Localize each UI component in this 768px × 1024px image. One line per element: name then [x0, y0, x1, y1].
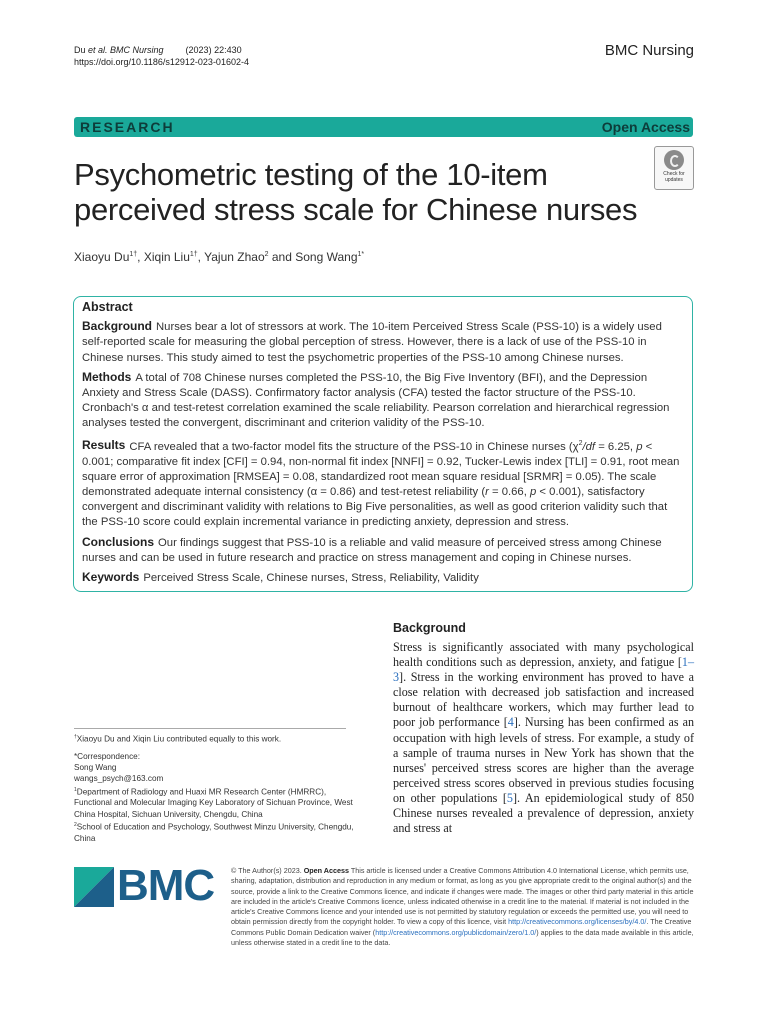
- author-name: Xiaoyu Du: [74, 250, 130, 264]
- abstract-keywords: Keywords Perceived Stress Scale, Chinese nurses, Stress, Reliability, Validity: [82, 570, 479, 585]
- author-affiliation-mark: 2: [264, 251, 269, 258]
- citation-link[interactable]: 5: [506, 790, 513, 805]
- check-updates-text-2: updates: [665, 177, 683, 183]
- abstract-conclusions: Conclusions Our findings suggest that PSS-10 is a reliable and valid measure of perceived stress among Chinese nurses and can be used in future research and practice on stress management and coping in Chinese nurses.: [82, 534, 662, 564]
- correspondence-email[interactable]: wangs_psych@163.com: [74, 774, 164, 784]
- license-link[interactable]: http://creativecommons.org/licenses/by/4.0/: [508, 917, 647, 927]
- equal-contribution-note: †Xiaoyu Du and Xiqin Liu contributed equally to this work.: [74, 734, 282, 744]
- background-paragraph: Stress is significantly associated with many psychological health conditions such as depression, anxiety, and fatigue [1–3]. Stress in the working environment has proved to have a close relation with decreased job satisfaction and increased burnout of healthcare workers, which may further lead to poor job performance [4]. Nursing has been confirmed as an occupation with high levels of stress. For example, a study of a sample of trauma nurses in New York has shown that the nurses' perceived stress scores are higher than the average perceived stress scores observed in previous studies focusing on other populations [5]. An epidemiological study of 850 Chinese nurses revealed a prevalence of depression, anxiety and stress at: [393, 640, 694, 836]
- citation-authors: Du: [74, 45, 89, 55]
- abstract: [82, 300, 684, 590]
- affiliation-1: $^1$Department of Radiology and Huaxi MR Research Center (HMRRC), Functional and Molecular Imaging Key Laboratory of Sichuan Province, West China Hospital, Sichuan University, Chengdu, China: [74, 786, 353, 819]
- section-heading-background: Background: [393, 621, 466, 635]
- abstract-methods: Methods A total of 708 Chinese nurses completed the PSS-10, the Big Five Inventory (BFI), and the Depression Anxiety and Stress Scale (DASS). Confirmatory factor analysis (CFA) tested the factor structure of the PSS-10. Cronbach's α and test-retest correlation examined the scale reliability. Pearson correlation and hierarchical regression analyses tested the convergent, discriminant and criterion validity of the PSS-10.: [82, 369, 670, 430]
- author-affiliation-mark: 1†: [189, 251, 198, 258]
- author-name: Song Wang: [295, 250, 358, 264]
- footnotes: [74, 732, 364, 844]
- author-affiliation-mark: 1*: [357, 251, 365, 258]
- citation-journal: et al. BMC Nursing: [88, 45, 164, 55]
- bmc-logo-icon: [74, 867, 114, 907]
- article-title: Psychometric testing of the 10-item perceived stress scale for Chinese nurses: [74, 157, 638, 227]
- article-type-label: RESEARCH: [80, 119, 175, 135]
- citation-link[interactable]: 4: [507, 715, 514, 730]
- citation-year: (2023) 22:430: [185, 45, 242, 55]
- citation-link[interactable]: 1–3: [393, 655, 694, 685]
- correspondence-label: *Correspondence:: [74, 751, 140, 761]
- license-statement: © The Author(s) 2023. Open Access This article is licensed under a Creative Commons Attribution 4.0 International License, which permits use, sharing, adaptation, distribution and reproduction in any medium or format, as long as you give appropriate credit to the original author(s) and the source, provide a link to the Creative Commons licence, and indicate if changes were made. The images or other third party material in this article are included in the article's Creative Commons licence, unless indicated otherwise in a credit line to the material. If material is not included in the article's Creative Commons licence and your intended use is not permitted by statutory regulation or exceeds the permitted use, you will need to obtain permission directly from the copyright holder. To view a copy of this licence, visit http://creativecommons.org/licenses/by/4.0/. The Creative Commons Public Domain Dedication waiver (http://creativecommons.org/publicdomain/zero/1.0/) applies to the data made available in this article, unless otherwise stated in a credit line to the data.: [231, 866, 694, 948]
- abstract-background: Background Nurses bear a lot of stressors at work. The 10-item Perceived Stress Scale (PSS-10) is a widely used self-reported scale for measuring the global perception of stress. However, there is a lack of use of the PSS-10 in Chinese nurses. This study aimed to test the psychometric properties of the PSS-10 among Chinese nurses.: [82, 319, 662, 364]
- author-name: Xiqin Liu: [143, 250, 190, 264]
- footnote-divider: [74, 728, 346, 729]
- public-domain-link[interactable]: http://creativecommons.org/publicdomain/zero/1.0/: [375, 927, 537, 937]
- author-list: Xiaoyu $Du^{1\dagger}$, Xiqin Liu$^{1\dagger}$, Yajun Zhao$^2$ and Song Wang$^{1*}$: [74, 250, 365, 264]
- bmc-logo-text: BMC: [117, 861, 215, 910]
- citation-header: [74, 44, 264, 68]
- author-affiliation-mark: 1†: [129, 251, 138, 258]
- open-access-label: Open Access: [601, 119, 690, 135]
- check-updates-icon: [664, 150, 684, 170]
- doi-link[interactable]: https://doi.org/10.1186/s12912-023-01602-4: [74, 57, 249, 67]
- journal-name: BMC Nursing: [604, 42, 694, 59]
- correspondence-name: Song Wang: [74, 763, 117, 773]
- affiliation-2: $^2$School of Education and Psychology, Southwest Minzu University, Chengdu, China: [74, 821, 354, 843]
- check-for-updates-badge[interactable]: [654, 146, 694, 190]
- author-name: Yajun Zhao: [204, 250, 265, 264]
- abstract-results: Results CFA revealed that a two-factor model fits the structure of the PSS-10 in Chinese nurses ($\chi^2/df = 6.25$, p < 0.001; comparative fit index [CFI] = 0.94, non-normal fit index [NNFI] = 0.92, Tucker-Lewis index [TLI] = 0.91, root mean square error of approximation [RMSEA] = 0.08, standardized root mean square residual [SRMR] = 0.05). The scale demonstrated adequate internal consistency (α = 0.86) and test-retest reliability (r = 0.66, p < 0.001), satisfactory convergent and discriminant validity with relations to Big Five personalities, as well as good criterion validity such that the PSS-10 score could explain incremental variance in predicting anxiety, depression and stress.: [82, 438, 680, 529]
- check-updates-text-1: Check for: [663, 171, 685, 177]
- abstract-heading: Abstract: [82, 300, 133, 314]
